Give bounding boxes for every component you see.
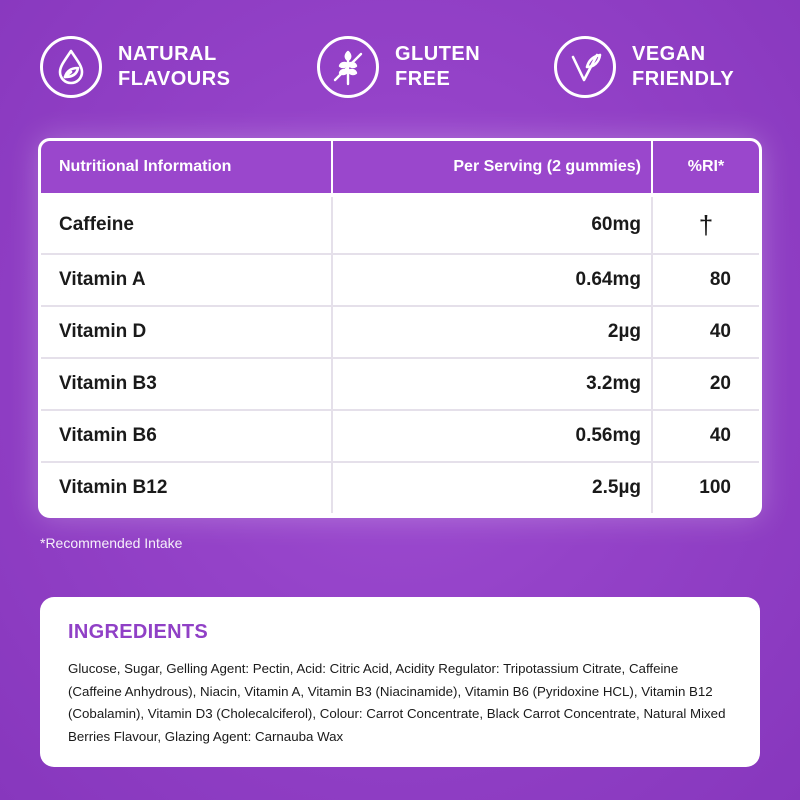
badge-line-1: GLUTEN: [395, 43, 481, 65]
table-row: [41, 409, 759, 461]
footnote-recommended-intake: *Recommended Intake: [40, 535, 183, 551]
nutrient-ri: 40: [651, 307, 759, 357]
nutrient-name: Vitamin B6: [59, 425, 157, 446]
table-row: [41, 357, 759, 409]
nutrient-ri: 100: [651, 463, 759, 513]
nutrient-amount: 0.56mg: [331, 411, 651, 461]
nutrient-ri: 40: [651, 411, 759, 461]
badge-line-2: FLAVOURS: [118, 68, 231, 90]
nutrient-name: Vitamin B12: [59, 477, 168, 498]
table-row: [41, 253, 759, 305]
header-nutritional-information: Nutritional Information: [59, 158, 232, 175]
badge-line-1: NATURAL: [118, 43, 217, 65]
nutrient-amount: 0.64mg: [331, 255, 651, 305]
nutrient-name: Vitamin D: [59, 321, 147, 342]
table-row: [41, 193, 759, 253]
wheat-icon: [317, 36, 379, 98]
header-ri: %RI*: [651, 141, 759, 193]
badge-line-2: FREE: [395, 68, 451, 90]
badge-gluten-free: [317, 32, 480, 102]
nutrient-amount: 3.2mg: [331, 359, 651, 409]
nutrient-ri: 80: [651, 255, 759, 305]
nutrient-amount: 60mg: [331, 197, 651, 253]
nutrient-name: Vitamin A: [59, 269, 146, 290]
nutrition-table: [38, 138, 762, 518]
table-header-row: [41, 141, 759, 193]
badges-row: [40, 32, 770, 102]
drop-leaf-icon: [40, 36, 102, 98]
badge-natural-flavours: [40, 32, 231, 102]
badge-line-1: VEGAN: [632, 43, 706, 65]
nutrient-ri: †: [651, 197, 759, 253]
sprout-icon: [554, 36, 616, 98]
badge-line-2: FRIENDLY: [632, 68, 735, 90]
ingredients-title: INGREDIENTS: [68, 621, 208, 643]
nutrient-name: Caffeine: [59, 214, 134, 235]
badge-vegan-friendly: [554, 32, 734, 102]
header-per-serving: Per Serving (2 gummies): [331, 141, 651, 193]
table-row: [41, 305, 759, 357]
nutrient-name: Vitamin B3: [59, 373, 157, 394]
ingredients-text: Glucose, Sugar, Gelling Agent: Pectin, Acid: Citric Acid, Acidity Regulator: Tripotassium Citrate, Caffeine (Caffeine Anhydrous), Niacin, Vitamin A, Vitamin B3 (Niacinamide), Vitamin B6 (Pyridoxine HCL), Vitamin B12 (Cobalamin), Vitamin D3 (Cholecalciferol), Colour: Carrot Concentrate, Black Carrot Concentrate, Natural Mixed Berries Flavour, Glazing Agent: Carnauba Wax: [68, 661, 726, 744]
nutrient-amount: 2.5µg: [331, 463, 651, 513]
table-row: [41, 461, 759, 513]
nutrient-amount: 2µg: [331, 307, 651, 357]
ingredients-card: [40, 597, 760, 767]
nutrient-ri: 20: [651, 359, 759, 409]
